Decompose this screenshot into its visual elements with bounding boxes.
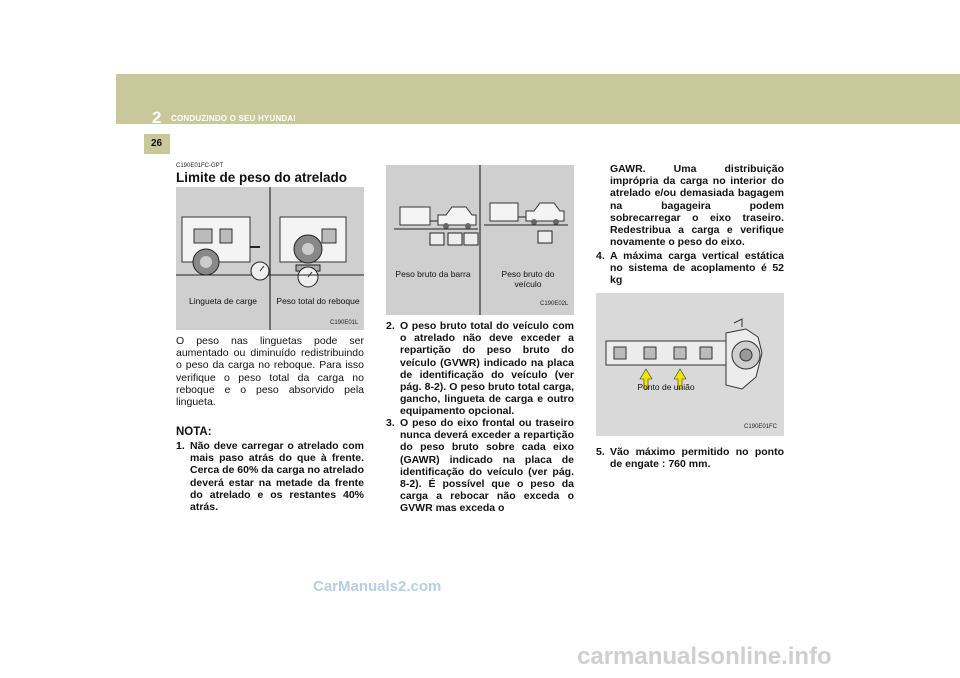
- chapter-number: 2: [152, 108, 162, 127]
- section-title: Limite de peso do atrelado: [176, 170, 348, 185]
- list-item-5: [596, 446, 784, 470]
- hitch-mount-illustration: [596, 293, 784, 436]
- figure-code: C190E02L: [540, 301, 569, 307]
- list-item-number: 1.: [176, 440, 185, 452]
- list-item-number: 5.: [596, 446, 605, 458]
- figure-code: C190E01L: [330, 320, 359, 326]
- list-item-text: O peso do eixo frontal ou traseiro nunca deverá exceder a repartição do peso bruto sobre cada eixo (GAWR) indicado na placa de identificação do veículo (ver pág. 8-2). É possível que o peso da carga a rebocar não exceda o GVWR mas exceda o: [400, 417, 574, 515]
- intro-paragraph: O peso nas linguetas pode ser aumentado ou diminuído redistribuindo o peso da carga no reboque. Para isso verifique o peso total da carga no reboque e o peso absorvido pela lingueta.: [176, 335, 364, 409]
- gross-weight-figure: [386, 165, 574, 315]
- list-item-text: GAWR. Uma distribuição imprópria da carga no interior do atrelado e/ou demasiada bagagem na bagageira podem sobrecarregar o eixo traseiro. Redestribua a carga e verifique novamente o peso do eixo.: [610, 163, 784, 249]
- list-item-text: A máxima carga vertical estática no sistema de acoplamento é 52 kg: [610, 250, 784, 287]
- list-item-2: [386, 320, 574, 418]
- watermark-left: CarManuals2.com: [313, 578, 442, 595]
- figure-code: C190E01FC: [744, 424, 778, 430]
- list-item-1: [176, 440, 364, 513]
- gross-vehicle-weight-label: Peso bruto do veículo: [501, 269, 555, 289]
- list-item-number: 2.: [386, 320, 395, 332]
- total-trailer-weight-label: Peso total do reboque: [276, 296, 360, 306]
- list-item-3: [386, 417, 574, 515]
- list-item-number: 3.: [386, 417, 395, 429]
- vehicle-scale-illustration: [386, 165, 574, 315]
- list-item-3-continued: [596, 163, 784, 248]
- gross-bar-weight-label: Peso bruto da barra: [395, 269, 471, 279]
- list-item-4: [596, 250, 784, 287]
- page-number: 26: [151, 138, 163, 149]
- nota-heading: NOTA:: [176, 426, 212, 438]
- coupling-point-figure: [596, 293, 784, 436]
- section-code: C190E01FC-GPT: [176, 163, 224, 169]
- coupling-point-label: Ponto de união: [637, 382, 695, 392]
- list-item-text: O peso bruto total do veículo com o atrelado não deve exceder a repartição do peso bruto do veículo (GVWR) indicado na placa de identificação do veículo (ver pág. 8-2). O peso bruto total carga, gancho, lingueta de carga e outro equipamento opcional.: [400, 320, 574, 418]
- list-item-number: 4.: [596, 250, 605, 262]
- chapter-title: CONDUZINDO O SEU HYUNDAI: [171, 114, 296, 123]
- tongue-weight-label: Lingueta de carge: [188, 296, 258, 306]
- watermark-right: carmanualsonline.info: [577, 643, 832, 670]
- tongue-weight-figure: [176, 187, 364, 330]
- list-item-text: Vão máximo permitido no ponto de engate : 760 mm.: [610, 446, 784, 471]
- list-item-text: Não deve carregar o atrelado com mais paso atrás do que à frente. Cerca de 60% da carga no atrelado deverá estar na metade da frente do atrelado e os restantes 40% atrás.: [190, 440, 364, 514]
- trailer-scale-illustration: [176, 187, 364, 330]
